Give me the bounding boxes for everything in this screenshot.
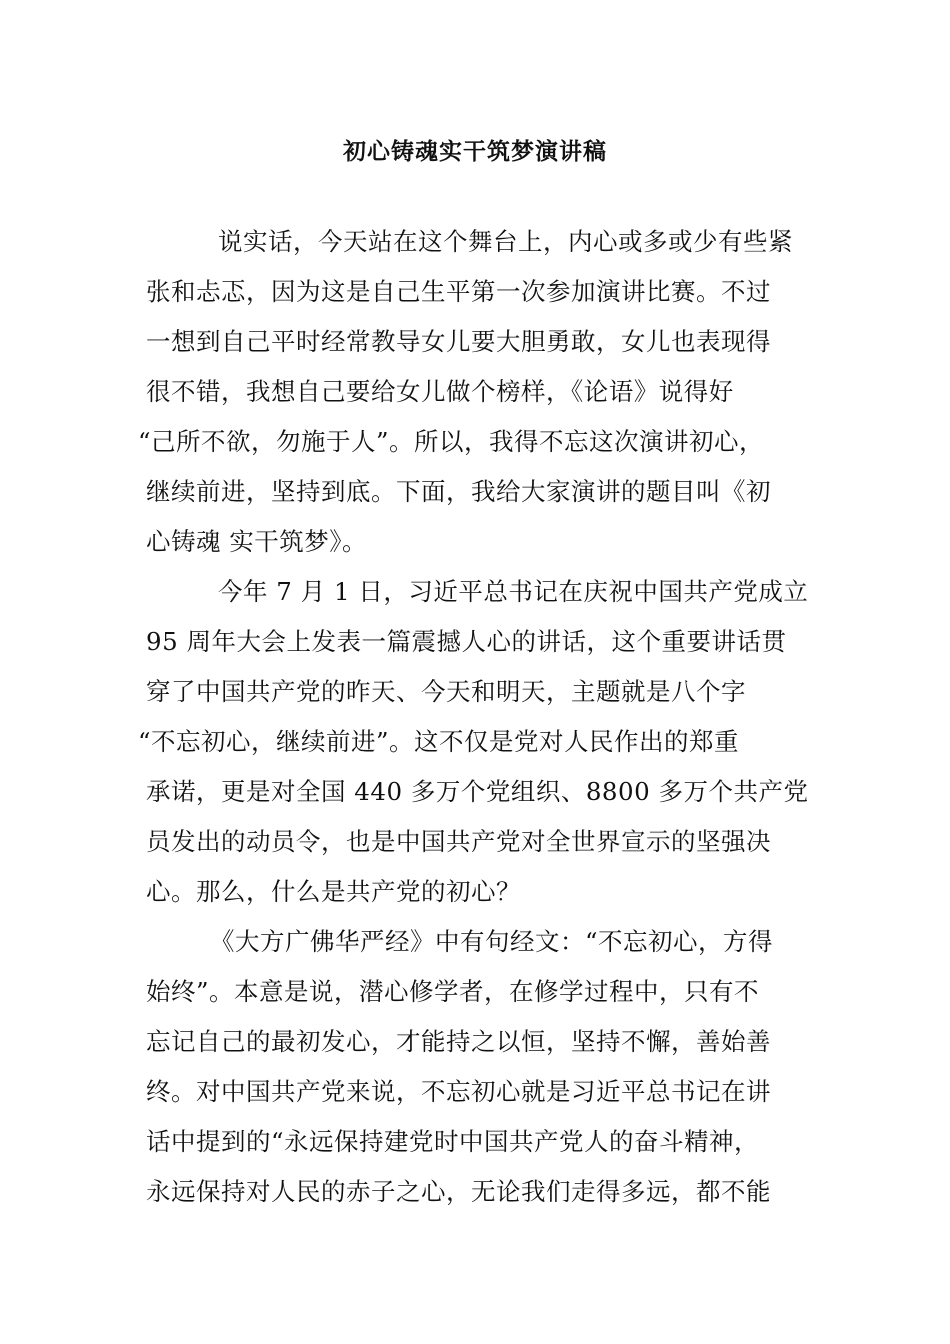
paragraph-3-line-6: 永远保持对人民的赤子之心，无论我们走得多远，都不能 bbox=[146, 1177, 771, 1206]
paragraph-3-line-3: 忘记自己的最初发心，才能持之以恒，坚持不懈，善始善 bbox=[146, 1027, 771, 1056]
paragraph-1-line-7: 心铸魂 实干筑梦》。 bbox=[146, 527, 368, 556]
paragraph-1-line-3: 一想到自己平时经常教导女儿要大胆勇敢，女儿也表现得 bbox=[146, 327, 771, 356]
paragraph-1-line-6: 继续前进，坚持到底。下面，我给大家演讲的题目叫《初 bbox=[146, 477, 771, 506]
paragraph-3-line-1: 《大方广佛华严经》中有句经文：“不忘初心，方得 bbox=[210, 927, 774, 956]
document-title: 初心铸魂实干筑梦演讲稿 bbox=[343, 138, 607, 165]
paragraph-2-line-2: 95 周年大会上发表一篇震撼人心的讲话，这个重要讲话贯 bbox=[146, 627, 787, 656]
paragraph-2-line-7: 心。那么，什么是共产党的初心？ bbox=[146, 877, 521, 906]
paragraph-2-line-6: 员发出的动员令，也是中国共产党对全世界宣示的坚强决 bbox=[146, 827, 771, 856]
paragraph-3-line-2: 始终”。本意是说，潜心修学者，在修学过程中，只有不 bbox=[146, 977, 760, 1006]
paragraph-2-line-3: 穿了中国共产党的昨天、今天和明天，主题就是八个字 bbox=[146, 677, 746, 706]
paragraph-2-line-5: 承诺，更是对全国 440 多万个党组织、8800 多万个共产党 bbox=[146, 777, 809, 806]
paragraph-1-line-4: 很不错，我想自己要给女儿做个榜样，《论语》说得好 bbox=[146, 377, 734, 406]
paragraph-1-line-5: “己所不欲，勿施于人”。所以，我得不忘这次演讲初心， bbox=[138, 427, 765, 456]
paragraph-3-line-5: 话中提到的“永远保持建党时中国共产党人的奋斗精神， bbox=[146, 1127, 760, 1156]
paragraph-1-line-1: 说实话，今天站在这个舞台上，内心或多或少有些紧 bbox=[218, 227, 793, 256]
paragraph-3-line-4: 终。对中国共产党来说，不忘初心就是习近平总书记在讲 bbox=[146, 1077, 771, 1106]
paragraph-2-line-4: “不忘初心，继续前进”。这不仅是党对人民作出的郑重 bbox=[138, 727, 740, 756]
paragraph-1-line-2: 张和忐忑，因为这是自己生平第一次参加演讲比赛。不过 bbox=[146, 277, 771, 306]
paragraph-2-line-1: 今年 7 月 1 日，习近平总书记在庆祝中国共产党成立 bbox=[218, 577, 809, 606]
